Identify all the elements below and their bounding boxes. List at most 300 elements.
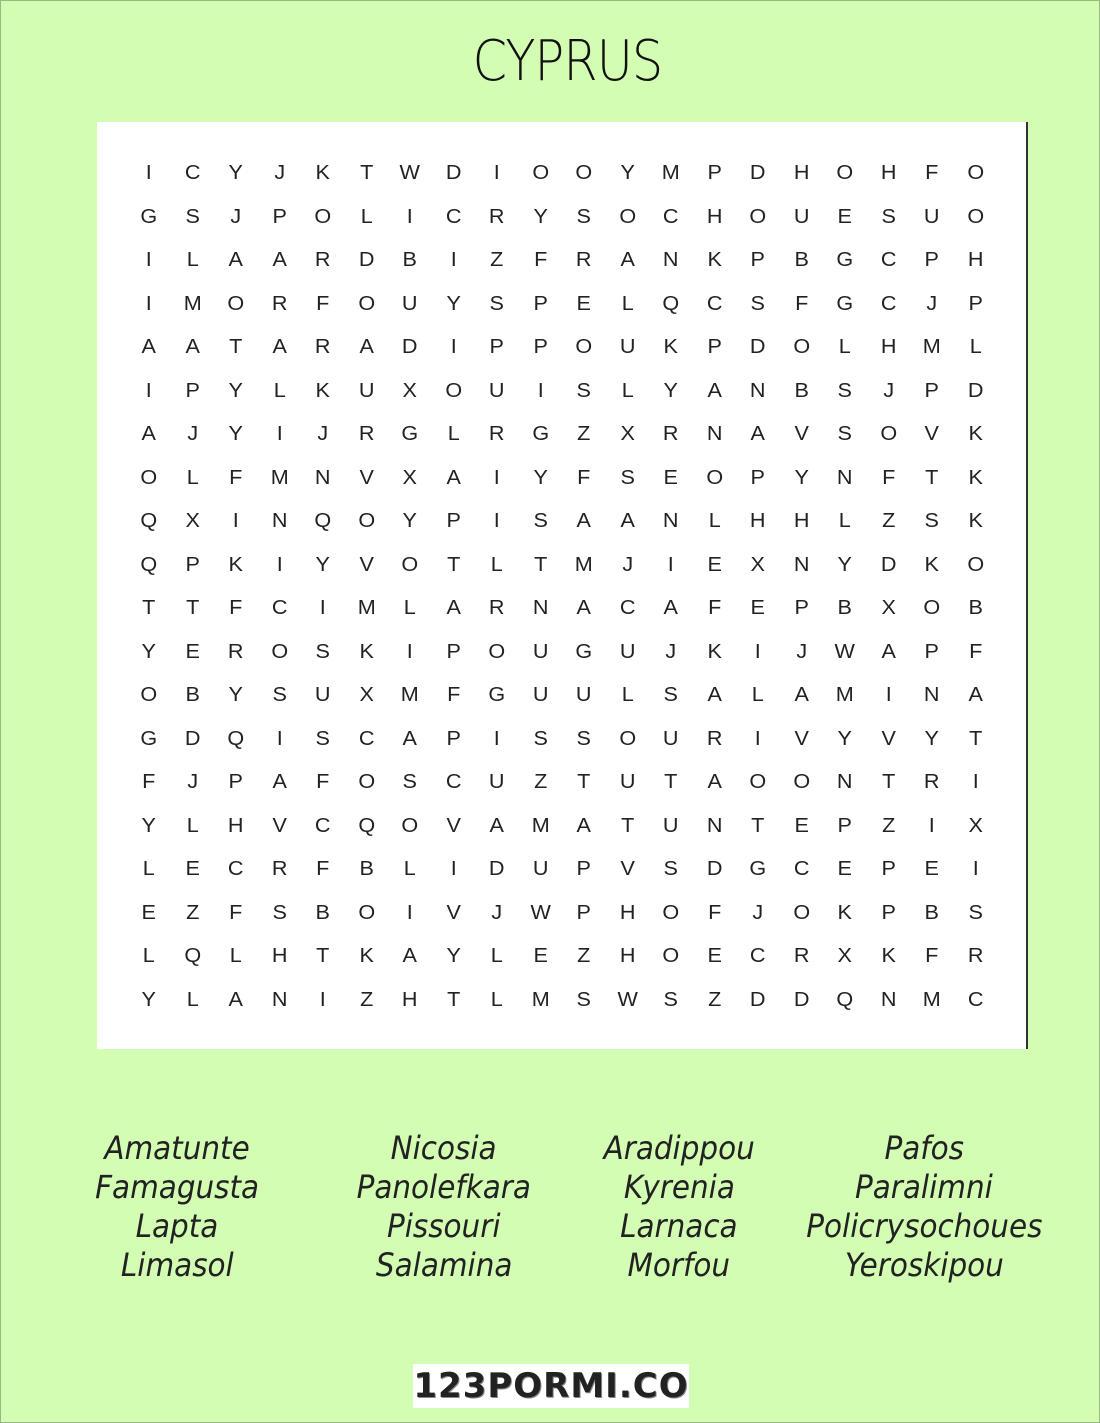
grid-cell[interactable]: F	[925, 945, 939, 968]
grid-cell[interactable]: J	[186, 771, 198, 794]
grid-cell[interactable]: O	[836, 162, 854, 185]
grid-cell[interactable]: F	[881, 466, 895, 489]
grid-cell[interactable]: Q	[227, 727, 245, 750]
grid-cell[interactable]: L	[186, 466, 199, 489]
grid-cell[interactable]: E	[924, 858, 939, 881]
grid-cell[interactable]: F	[446, 684, 460, 707]
grid-cell[interactable]: O	[357, 901, 375, 924]
grid-cell[interactable]: D	[749, 988, 766, 1011]
grid-cell[interactable]: P	[533, 292, 548, 315]
grid-cell[interactable]: M	[922, 336, 941, 359]
grid-cell[interactable]: O	[749, 205, 767, 228]
grid-cell[interactable]: P	[185, 379, 200, 402]
grid-cell[interactable]: P	[924, 640, 939, 663]
grid-cell[interactable]: G	[836, 249, 854, 272]
grid-cell[interactable]: I	[885, 684, 892, 707]
grid-cell[interactable]: W	[530, 901, 551, 924]
grid-cell[interactable]: Y	[402, 510, 417, 533]
grid-cell[interactable]: P	[489, 336, 504, 359]
grid-cell[interactable]: A	[446, 466, 461, 489]
grid-cell[interactable]: H	[401, 988, 418, 1011]
grid-cell[interactable]: Z	[881, 814, 895, 837]
grid-cell[interactable]: S	[533, 727, 548, 750]
grid-cell[interactable]: F	[707, 901, 721, 924]
grid-cell[interactable]: I	[145, 292, 152, 315]
grid-cell[interactable]: E	[663, 466, 678, 489]
grid-cell[interactable]: I	[754, 640, 761, 663]
grid-cell[interactable]: H	[880, 162, 897, 185]
grid-cell[interactable]: F	[142, 771, 156, 794]
grid-cell[interactable]: R	[314, 336, 331, 359]
grid-cell[interactable]: T	[316, 945, 330, 968]
grid-cell[interactable]: Y	[533, 205, 548, 228]
grid-cell[interactable]: O	[662, 945, 680, 968]
grid-cell[interactable]: S	[185, 205, 200, 228]
grid-cell[interactable]: V	[924, 423, 939, 446]
grid-cell[interactable]: Y	[141, 814, 156, 837]
grid-cell[interactable]: B	[402, 249, 417, 272]
grid-cell[interactable]: K	[968, 510, 983, 533]
grid-cell[interactable]: I	[667, 553, 674, 576]
grid-cell[interactable]: E	[707, 945, 722, 968]
grid-cell[interactable]: B	[794, 379, 809, 402]
grid-cell[interactable]: A	[141, 336, 156, 359]
grid-cell[interactable]: S	[272, 684, 287, 707]
grid-cell[interactable]: R	[488, 423, 505, 446]
grid-cell[interactable]: U	[314, 684, 331, 707]
grid-cell[interactable]: L	[229, 945, 242, 968]
grid-cell[interactable]: S	[315, 727, 330, 750]
grid-cell[interactable]: U	[923, 205, 940, 228]
grid-cell[interactable]: S	[576, 379, 591, 402]
grid-cell[interactable]: P	[576, 901, 591, 924]
grid-cell[interactable]: P	[881, 858, 896, 881]
grid-cell[interactable]: O	[357, 510, 375, 533]
grid-cell[interactable]: O	[618, 727, 636, 750]
grid-cell[interactable]: L	[490, 553, 503, 576]
grid-cell[interactable]: U	[532, 684, 549, 707]
grid-cell[interactable]: S	[924, 510, 939, 533]
grid-cell[interactable]: X	[968, 814, 983, 837]
grid-cell[interactable]: D	[967, 379, 984, 402]
grid-cell[interactable]: A	[620, 510, 635, 533]
grid-cell[interactable]: B	[185, 684, 200, 707]
grid-cell[interactable]: N	[836, 771, 853, 794]
grid-cell[interactable]: I	[493, 466, 500, 489]
grid-cell[interactable]: L	[142, 858, 155, 881]
grid-cell[interactable]: P	[446, 510, 461, 533]
grid-cell[interactable]: N	[532, 597, 549, 620]
grid-cell[interactable]: V	[794, 423, 809, 446]
grid-cell[interactable]: X	[359, 684, 374, 707]
grid-cell[interactable]: N	[662, 249, 679, 272]
grid-cell[interactable]: M	[357, 597, 376, 620]
grid-cell[interactable]: O	[531, 162, 549, 185]
grid-cell[interactable]: E	[185, 640, 200, 663]
grid-cell[interactable]: L	[403, 597, 416, 620]
grid-cell[interactable]: O	[357, 292, 375, 315]
grid-cell[interactable]: R	[488, 205, 505, 228]
grid-cell[interactable]: C	[880, 292, 897, 315]
grid-cell[interactable]: J	[926, 292, 938, 315]
grid-cell[interactable]: G	[488, 684, 506, 707]
grid-cell[interactable]: T	[577, 771, 591, 794]
grid-cell[interactable]: F	[316, 292, 330, 315]
grid-cell[interactable]: P	[750, 249, 765, 272]
grid-cell[interactable]: P	[837, 814, 852, 837]
grid-cell[interactable]: I	[450, 858, 457, 881]
grid-cell[interactable]: C	[749, 945, 766, 968]
grid-cell[interactable]: U	[619, 771, 636, 794]
grid-cell[interactable]: P	[794, 597, 809, 620]
grid-cell[interactable]: V	[272, 814, 287, 837]
grid-cell[interactable]: P	[446, 727, 461, 750]
grid-cell[interactable]: Z	[881, 510, 895, 533]
grid-cell[interactable]: B	[968, 597, 983, 620]
grid-cell[interactable]: O	[444, 379, 462, 402]
grid-cell[interactable]: F	[316, 858, 330, 881]
grid-cell[interactable]: E	[837, 205, 852, 228]
grid-cell[interactable]: V	[794, 727, 809, 750]
grid-cell[interactable]: Z	[533, 771, 547, 794]
grid-cell[interactable]: F	[794, 292, 808, 315]
grid-cell[interactable]: Y	[141, 640, 156, 663]
grid-cell[interactable]: A	[489, 814, 504, 837]
grid-cell[interactable]: Y	[663, 379, 678, 402]
grid-cell[interactable]: D	[184, 727, 201, 750]
grid-cell[interactable]: I	[928, 814, 935, 837]
grid-cell[interactable]: M	[531, 988, 550, 1011]
grid-cell[interactable]: A	[968, 684, 983, 707]
grid-cell[interactable]: D	[401, 336, 418, 359]
grid-cell[interactable]: T	[620, 814, 634, 837]
grid-cell[interactable]: N	[271, 988, 288, 1011]
grid-cell[interactable]: O	[792, 336, 810, 359]
grid-cell[interactable]: E	[141, 901, 156, 924]
grid-cell[interactable]: Y	[228, 162, 243, 185]
grid-cell[interactable]: V	[359, 466, 374, 489]
grid-cell[interactable]: L	[186, 249, 199, 272]
grid-cell[interactable]: U	[575, 684, 592, 707]
grid-cell[interactable]: O	[401, 553, 419, 576]
grid-cell[interactable]: S	[881, 205, 896, 228]
grid-cell[interactable]: G	[575, 640, 593, 663]
grid-cell[interactable]: N	[662, 510, 679, 533]
grid-cell[interactable]: N	[836, 466, 853, 489]
grid-cell[interactable]: O	[662, 901, 680, 924]
grid-cell[interactable]: Z	[707, 988, 721, 1011]
grid-cell[interactable]: C	[271, 597, 288, 620]
grid-cell[interactable]: A	[707, 379, 722, 402]
grid-cell[interactable]: L	[751, 684, 764, 707]
grid-cell[interactable]: A	[707, 684, 722, 707]
grid-cell[interactable]: I	[145, 379, 152, 402]
grid-cell[interactable]: U	[619, 336, 636, 359]
grid-cell[interactable]: X	[620, 423, 635, 446]
grid-cell[interactable]: Y	[924, 727, 939, 750]
grid-cell[interactable]: Y	[228, 423, 243, 446]
grid-cell[interactable]: S	[402, 771, 417, 794]
grid-cell[interactable]: H	[271, 945, 288, 968]
grid-cell[interactable]: C	[445, 205, 462, 228]
grid-cell[interactable]: I	[972, 771, 979, 794]
grid-cell[interactable]: C	[967, 988, 984, 1011]
grid-cell[interactable]: Q	[314, 510, 332, 533]
grid-cell[interactable]: I	[450, 336, 457, 359]
grid-cell[interactable]: U	[662, 814, 679, 837]
grid-cell[interactable]: L	[490, 945, 503, 968]
grid-cell[interactable]: V	[881, 727, 896, 750]
grid-cell[interactable]: L	[708, 510, 721, 533]
grid-cell[interactable]: O	[227, 292, 245, 315]
grid-cell[interactable]: D	[445, 162, 462, 185]
grid-cell[interactable]: Y	[228, 379, 243, 402]
grid-cell[interactable]: S	[576, 205, 591, 228]
grid-cell[interactable]: U	[358, 379, 375, 402]
grid-cell[interactable]: O	[879, 423, 897, 446]
grid-cell[interactable]: B	[794, 249, 809, 272]
grid-cell[interactable]: C	[793, 858, 810, 881]
grid-cell[interactable]: P	[707, 336, 722, 359]
grid-cell[interactable]: X	[185, 510, 200, 533]
grid-cell[interactable]: H	[793, 510, 810, 533]
grid-cell[interactable]: A	[750, 423, 765, 446]
grid-cell[interactable]: S	[272, 901, 287, 924]
grid-cell[interactable]: D	[749, 162, 766, 185]
grid-cell[interactable]: A	[707, 771, 722, 794]
grid-cell[interactable]: O	[401, 814, 419, 837]
grid-cell[interactable]: R	[271, 292, 288, 315]
grid-cell[interactable]: Y	[446, 945, 461, 968]
grid-cell[interactable]: J	[795, 640, 807, 663]
grid-cell[interactable]: J	[491, 901, 503, 924]
grid-cell[interactable]: I	[406, 901, 413, 924]
grid-cell[interactable]: E	[837, 858, 852, 881]
grid-cell[interactable]: I	[145, 162, 152, 185]
grid-cell[interactable]: U	[532, 858, 549, 881]
grid-cell[interactable]: P	[185, 553, 200, 576]
grid-cell[interactable]: O	[792, 901, 810, 924]
grid-cell[interactable]: X	[402, 466, 417, 489]
grid-cell[interactable]: A	[272, 336, 287, 359]
grid-cell[interactable]: K	[315, 379, 330, 402]
grid-cell[interactable]: K	[881, 945, 896, 968]
grid-cell[interactable]: S	[837, 379, 852, 402]
grid-cell[interactable]: A	[663, 597, 678, 620]
grid-cell[interactable]: T	[185, 597, 199, 620]
grid-cell[interactable]: R	[662, 423, 679, 446]
grid-cell[interactable]: K	[359, 640, 374, 663]
grid-cell[interactable]: W	[834, 640, 855, 663]
grid-cell[interactable]: Y	[533, 466, 548, 489]
grid-cell[interactable]: V	[446, 901, 461, 924]
grid-cell[interactable]: J	[186, 423, 198, 446]
grid-cell[interactable]: Y	[228, 684, 243, 707]
grid-cell[interactable]: L	[273, 379, 286, 402]
grid-cell[interactable]: V	[446, 814, 461, 837]
grid-cell[interactable]: M	[661, 162, 680, 185]
grid-cell[interactable]: U	[401, 292, 418, 315]
grid-cell[interactable]: N	[271, 510, 288, 533]
grid-cell[interactable]: Z	[490, 249, 504, 272]
grid-cell[interactable]: O	[488, 640, 506, 663]
grid-cell[interactable]: K	[924, 553, 939, 576]
grid-cell[interactable]: K	[837, 901, 852, 924]
grid-cell[interactable]: K	[707, 640, 722, 663]
grid-cell[interactable]: S	[576, 727, 591, 750]
grid-cell[interactable]: M	[531, 814, 550, 837]
grid-cell[interactable]: T	[446, 988, 460, 1011]
grid-cell[interactable]: O	[792, 771, 810, 794]
grid-cell[interactable]: P	[272, 205, 287, 228]
grid-cell[interactable]: J	[665, 640, 677, 663]
grid-cell[interactable]: L	[838, 336, 851, 359]
grid-cell[interactable]: I	[493, 162, 500, 185]
grid-cell[interactable]: G	[140, 205, 158, 228]
grid-cell[interactable]: L	[186, 814, 199, 837]
grid-cell[interactable]: I	[754, 727, 761, 750]
grid-cell[interactable]: S	[968, 901, 983, 924]
grid-cell[interactable]: R	[793, 945, 810, 968]
grid-cell[interactable]: F	[577, 466, 591, 489]
grid-cell[interactable]: E	[576, 292, 591, 315]
grid-cell[interactable]: O	[575, 336, 593, 359]
grid-cell[interactable]: K	[315, 162, 330, 185]
grid-cell[interactable]: H	[619, 945, 636, 968]
grid-cell[interactable]: T	[142, 597, 156, 620]
grid-cell[interactable]: P	[533, 336, 548, 359]
grid-cell[interactable]: K	[663, 336, 678, 359]
grid-cell[interactable]: R	[923, 771, 940, 794]
grid-cell[interactable]: I	[232, 510, 239, 533]
grid-cell[interactable]: O	[923, 597, 941, 620]
grid-cell[interactable]: Q	[836, 988, 854, 1011]
grid-cell[interactable]: B	[315, 901, 330, 924]
grid-cell[interactable]: C	[706, 292, 723, 315]
grid-cell[interactable]: S	[620, 466, 635, 489]
grid-cell[interactable]: P	[750, 466, 765, 489]
grid-cell[interactable]: T	[533, 553, 547, 576]
grid-cell[interactable]: J	[230, 205, 242, 228]
grid-cell[interactable]: R	[227, 640, 244, 663]
grid-cell[interactable]: A	[359, 336, 374, 359]
grid-cell[interactable]: A	[576, 510, 591, 533]
grid-cell[interactable]: O	[966, 553, 984, 576]
grid-cell[interactable]: S	[533, 510, 548, 533]
grid-cell[interactable]: A	[185, 336, 200, 359]
grid-cell[interactable]: R	[967, 945, 984, 968]
grid-cell[interactable]: B	[837, 597, 852, 620]
grid-cell[interactable]: U	[619, 640, 636, 663]
grid-cell[interactable]: Q	[662, 292, 680, 315]
grid-cell[interactable]: F	[707, 597, 721, 620]
grid-cell[interactable]: K	[968, 423, 983, 446]
grid-cell[interactable]: I	[276, 727, 283, 750]
grid-cell[interactable]: O	[140, 684, 158, 707]
grid-cell[interactable]: J	[317, 423, 329, 446]
grid-cell[interactable]: M	[922, 988, 941, 1011]
grid-cell[interactable]: P	[924, 379, 939, 402]
grid-cell[interactable]: Z	[577, 945, 591, 968]
grid-cell[interactable]: J	[752, 901, 764, 924]
grid-cell[interactable]: A	[402, 945, 417, 968]
grid-cell[interactable]: H	[706, 205, 723, 228]
grid-cell[interactable]: Y	[837, 727, 852, 750]
grid-cell[interactable]: S	[315, 640, 330, 663]
grid-cell[interactable]: R	[358, 423, 375, 446]
grid-cell[interactable]: G	[531, 423, 549, 446]
grid-cell[interactable]: U	[793, 205, 810, 228]
grid-cell[interactable]: C	[662, 205, 679, 228]
grid-cell[interactable]: P	[576, 858, 591, 881]
grid-cell[interactable]: O	[140, 466, 158, 489]
grid-cell[interactable]: K	[228, 553, 243, 576]
grid-cell[interactable]: R	[575, 249, 592, 272]
grid-cell[interactable]: Y	[794, 466, 809, 489]
grid-cell[interactable]: D	[749, 336, 766, 359]
grid-cell[interactable]: L	[969, 336, 982, 359]
grid-cell[interactable]: U	[532, 640, 549, 663]
grid-cell[interactable]: L	[447, 423, 460, 446]
grid-cell[interactable]: S	[576, 988, 591, 1011]
grid-cell[interactable]: J	[273, 162, 285, 185]
grid-cell[interactable]: R	[488, 597, 505, 620]
grid-cell[interactable]: G	[836, 292, 854, 315]
grid-cell[interactable]: O	[966, 162, 984, 185]
grid-cell[interactable]: J	[882, 379, 894, 402]
grid-cell[interactable]: C	[227, 858, 244, 881]
grid-cell[interactable]: A	[620, 249, 635, 272]
grid-cell[interactable]: H	[749, 510, 766, 533]
grid-cell[interactable]: I	[145, 249, 152, 272]
grid-cell[interactable]: S	[663, 988, 678, 1011]
grid-cell[interactable]: L	[838, 510, 851, 533]
grid-cell[interactable]: C	[314, 814, 331, 837]
grid-cell[interactable]: O	[966, 205, 984, 228]
grid-cell[interactable]: X	[837, 945, 852, 968]
grid-cell[interactable]: T	[881, 771, 895, 794]
grid-cell[interactable]: O	[618, 205, 636, 228]
grid-cell[interactable]: K	[968, 466, 983, 489]
grid-cell[interactable]: H	[793, 162, 810, 185]
grid-cell[interactable]: I	[450, 249, 457, 272]
grid-cell[interactable]: N	[880, 988, 897, 1011]
grid-cell[interactable]: F	[229, 466, 243, 489]
grid-cell[interactable]: I	[319, 988, 326, 1011]
grid-cell[interactable]: M	[574, 553, 593, 576]
grid-cell[interactable]: D	[358, 249, 375, 272]
grid-cell[interactable]: T	[925, 466, 939, 489]
grid-cell[interactable]: C	[358, 727, 375, 750]
grid-cell[interactable]: T	[664, 771, 678, 794]
grid-cell[interactable]: U	[662, 727, 679, 750]
grid-cell[interactable]: D	[488, 858, 505, 881]
grid-cell[interactable]: Z	[185, 901, 199, 924]
grid-cell[interactable]: C	[445, 771, 462, 794]
grid-cell[interactable]: R	[271, 858, 288, 881]
grid-cell[interactable]: H	[880, 336, 897, 359]
grid-cell[interactable]: H	[619, 901, 636, 924]
grid-cell[interactable]: D	[880, 553, 897, 576]
grid-cell[interactable]: C	[880, 249, 897, 272]
grid-cell[interactable]: L	[621, 292, 634, 315]
grid-cell[interactable]: A	[141, 423, 156, 446]
grid-cell[interactable]: U	[488, 379, 505, 402]
grid-cell[interactable]: P	[228, 771, 243, 794]
grid-cell[interactable]: O	[270, 640, 288, 663]
grid-cell[interactable]: Y	[141, 988, 156, 1011]
grid-cell[interactable]: I	[319, 597, 326, 620]
